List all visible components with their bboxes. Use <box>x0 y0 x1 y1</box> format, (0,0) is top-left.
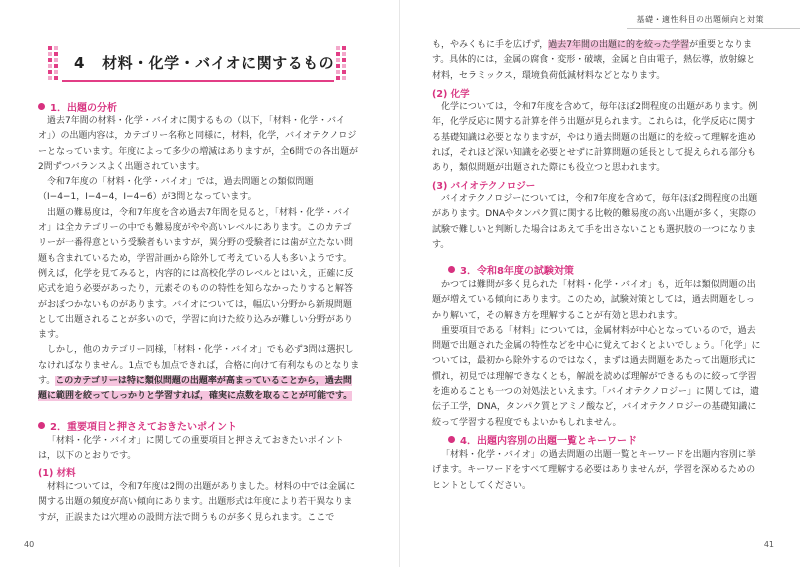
section-4-body <box>432 448 762 494</box>
paragraph: 「材料・化学・バイオ」の過去問題の出題一覧とキーワードを出題内容別に挙げます。キーワードをすべて理解する必要はありませんが，学習を深めるためのヒントとしてください。 <box>432 450 756 491</box>
chapter-ornament-left <box>48 44 60 82</box>
chemistry-body <box>432 100 762 176</box>
section-2-body <box>38 434 360 465</box>
paragraph-with-highlight: も，やみくもに手を広げず，過去7年間の出題に的を絞った学習が重要となります。具体的には，金属の腐食・変形・破壊，金属と自由電子，熱伝導，放射線と材料，セラミックス，環境負荷低減材料などとなります。 <box>432 40 756 81</box>
running-head: 基礎・適性科目の出題傾向と対策 <box>636 15 764 24</box>
chapter-ornament-right <box>336 44 348 82</box>
paragraph: バイオテクノロジーについては，令和7年度を含めて，毎年ほぼ2問程度の出題があります。DNAやタンパク質に関する比較的難易度の高い出題が多く，実際の試験で難しいと判断した場合はあえて手を出さないことも選択肢の一つになります。 <box>432 194 758 250</box>
paragraph: 化学については，令和7年度を含めて，毎年ほぼ2問程度の出題があります。例年，化学反応に関する計算を伴う出題が見られます。これらは，化学反応に関する基礎知識は必要となりますが，やはり過去問題の出題に的を絞って理解を進めれば，それほど深い知識を必要とせずに計算問題の延長として捉えられる部分もあり，類似問題が出題された際にも役立つと思われます。 <box>432 102 758 174</box>
materials-continued <box>432 38 762 84</box>
chapter-number: 4 <box>74 54 85 72</box>
page-number-left: 40 <box>24 540 35 549</box>
paragraph: 出題の難易度は，令和7年度を含め過去7年間を見ると，「材料・化学・バイオ」は全カテゴリーの中でも難易度がやや高いレベルにあります。このカテゴリーが一番得意という受験者もいますが，異分野の受験者には歯が立たない問題も含まれているため，学習計画から除外して考えている人も多いようです。例えば，化学を見てみると，内容的には高校化学のレベルとはいえ，正確に反応式を追う必要があったり，元素そのものの特性を知らなかったりすると解答がおぼつかないものがあります。バイオについては，幅広い分野から新規問題として出題されることが多いので，学習に向けた絞り込みが難しい分野があります。 <box>38 207 354 341</box>
section-3-body <box>432 278 762 431</box>
chapter-title <box>74 52 334 73</box>
subheading-materials: (1) 材料 <box>38 468 76 479</box>
paragraph: かつては難問が多く見られた「材料・化学・バイオ」も，近年は類似問題の出題が増えている傾向にあります。このため，試験対策としては，過去問題をしっかり解いて，その解き方を理解することが有効と思われます。 <box>432 280 756 321</box>
bullet-dot <box>38 422 45 429</box>
chapter-title-text: 材料・化学・バイオに関するもの <box>102 54 335 72</box>
bullet-dot <box>38 103 45 110</box>
highlighted-text: このカテゴリーは特に類似問題の出題率が高まっていることから，過去問題に範囲を絞ってしっかりと学習すれば，確実に点数を取ることが可能です。 <box>38 376 353 402</box>
chapter-heading <box>48 44 348 82</box>
chapter-underline <box>62 80 334 82</box>
paragraph: 材料については，令和7年度は2問の出題がありました。材料の中では金属に関する出題の頻度が高い傾向にあります。出題形式は年度により若干異なりますが，正誤または穴埋めの設問方法で問うものが多く見られます。ここで <box>38 482 356 523</box>
subheading-biotech: (3) バイオテクノロジー <box>432 181 536 192</box>
section-heading-4: 4．出題内容別の出題一覧とキーワード <box>448 432 637 447</box>
paragraph: 令和7年度の「材料・化学・バイオ」では，過去問題との類似問題（Ⅰ−4−1，Ⅰ−4−4，Ⅰ−4−6）が3問となっています。 <box>38 177 314 203</box>
paragraph-with-highlight: しかし，他のカテゴリー同様，「材料・化学・バイオ」でも必ず3問は選択しなければなりません。1点でも加点できれば，合格に向けて有利なものとなります。このカテゴリーは特に類似問題の出題率が高まっていることから，過去問題に範囲を絞ってしっかりと学習すれば，確実に点数を取ることが可能です。 <box>38 345 360 402</box>
section-heading-2: 2．重要項目と押さえておきたいポイント <box>38 418 237 433</box>
section-heading-3: 3．令和8年度の試験対策 <box>448 262 574 277</box>
section-1-body <box>38 114 360 405</box>
subheading-chemistry: (2) 化学 <box>432 89 470 100</box>
paragraph: 「材料・化学・バイオ」に関しての重要項目と押さえておきたいポイントは，以下のとおりです。 <box>38 436 344 462</box>
bullet-dot <box>448 436 455 443</box>
page-number-right: 41 <box>763 540 774 549</box>
biotech-body <box>432 192 762 253</box>
paragraph: 過去7年間の材料・化学・バイオに関するもの（以下，「材料・化学・バイオ」）の出題内容は，カテゴリー名称と同様に，材料，化学，バイオテクノロジーとなっています。年度によって多少の増減はありますが，全6問での各出題が2問ずつバランスよく出題されています。 <box>38 116 359 172</box>
highlighted-text: 過去7年間の出題に的を絞った学習 <box>548 40 690 50</box>
right-page <box>400 0 800 567</box>
section-heading-1: 1．出題の分析 <box>38 99 117 114</box>
materials-body <box>38 480 360 526</box>
bullet-dot <box>448 266 455 273</box>
paragraph: 重要項目である「材料」については，金属材料が中心となっているので，過去問題で出題された金属の特性などを中心に覚えておくとよいでしょう。「化学」については，最初から除外するのではなく，まずは過去問題をあたって出題形式に慣れ，初見では理解できなくとも，解説を読めば理解ができるものに絞って学習を進めることも一つの対処法といえます。「バイオテクノロジー」に関しては，遺伝子工学，DNA，タンパク質とアミノ酸など，バイオテクノロジーの基礎知識に絞って学習する程度でもよいかもしれません。 <box>432 325 761 428</box>
